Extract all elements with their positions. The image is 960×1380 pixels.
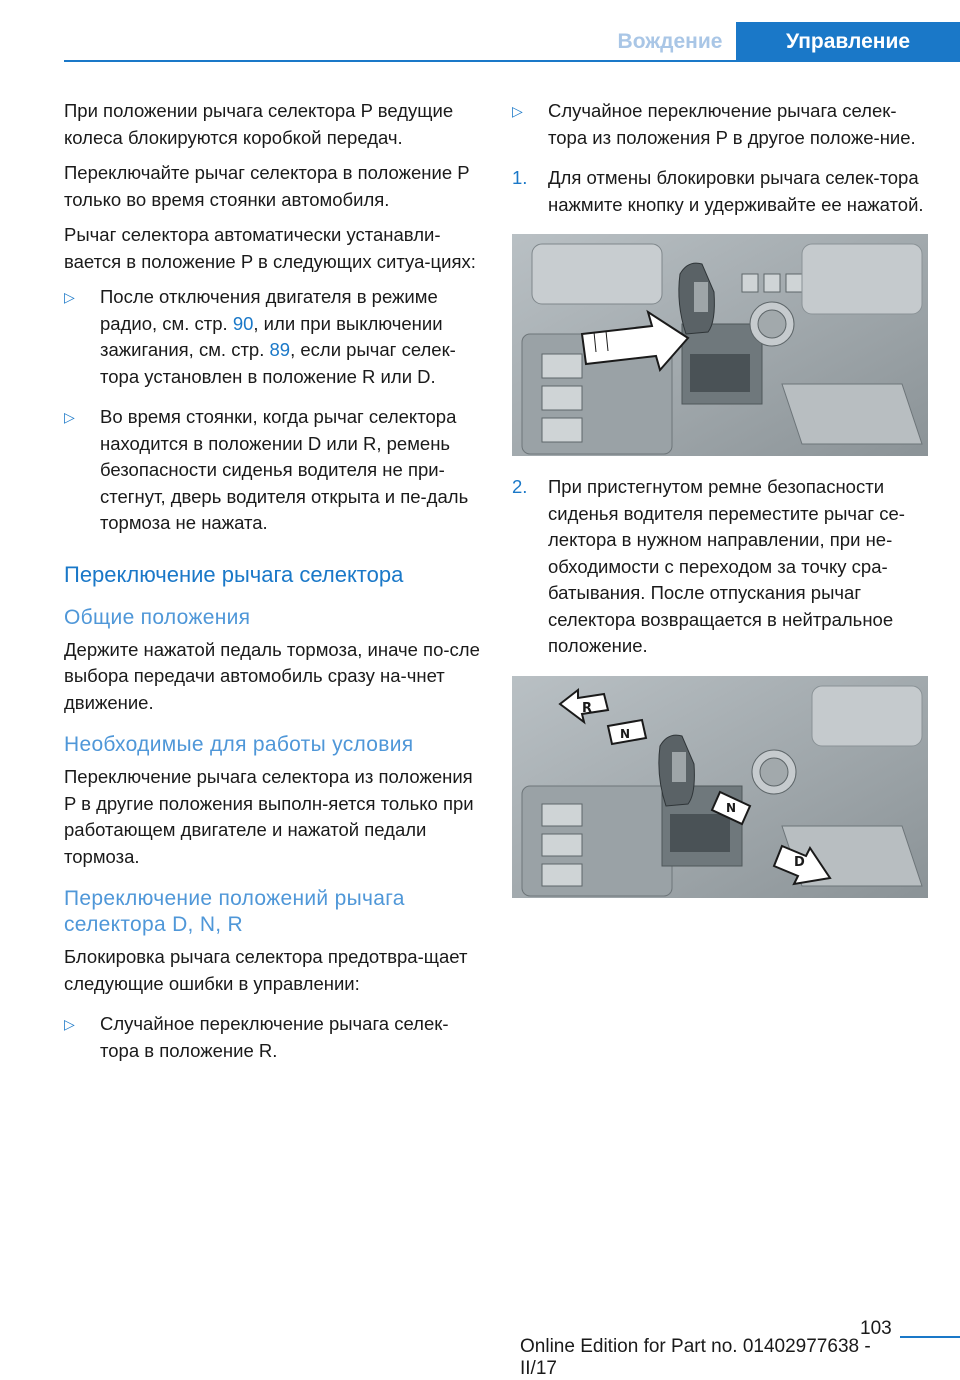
step-number: 1. <box>512 167 528 188</box>
list-item-text-part: После отключения двигателя в режиме радио, см. стр. <box>100 286 438 334</box>
header <box>0 0 960 62</box>
list-item-text-part: , или при выключении зажигания, см. стр. <box>100 312 443 360</box>
list-item <box>512 98 928 151</box>
step-2 <box>512 474 928 660</box>
list-item-text: Во время стоянки, когда рычаг селектора находится в положении D или R, ремень безопасности сиденья водителя не при-стегнут, дверь водителя открыта и пе-даль тормоза не нажата. <box>100 406 469 533</box>
list-item-text <box>100 284 480 390</box>
label-n-down: N <box>726 800 737 815</box>
subheading-general: Общие положения <box>64 605 251 629</box>
left-column <box>64 98 480 1078</box>
bullet-triangle-icon: ▷ <box>64 1016 75 1032</box>
section-heading: Переключение рычага селектора <box>64 561 404 587</box>
list-item <box>64 284 480 390</box>
bullet-triangle-icon: ▷ <box>64 409 75 425</box>
list-item-text: Случайное переключение рычага селек-тора из положения P в другое положе-ние. <box>548 100 916 148</box>
step-text: При пристегнутом ремне безопасности сиденья водителя переместите рычаг се-лектора в нужном направлении, при не-обходимости с переходом за точку сра-батывания. После отпускания рычаг селектора возвращается в нейтральное положение. <box>548 476 905 656</box>
page-number: 103 <box>860 1318 892 1339</box>
bullet-triangle-icon: ▷ <box>512 103 523 119</box>
footer-rule <box>900 1336 960 1338</box>
page-link-89[interactable]: 89 <box>269 339 291 360</box>
list-item <box>64 404 480 537</box>
right-column <box>512 98 928 916</box>
edition-note: Online Edition for Part no. 01402977638 - II/17 <box>520 1336 871 1379</box>
paragraph-dnr: Блокировка рычага селектора предотвра-щает следующие ошибки в управлении: <box>64 946 468 994</box>
paragraph-general: Держите нажатой педаль тормоза, иначе по-сле выбора передачи автомобиль сразу на-чнет движение. <box>64 638 480 713</box>
paragraph-p-only-parked: Переключайте рычаг селектора в положение P только во время стоянки автомобиля. <box>64 162 470 210</box>
gear-lever-unlock-illustration <box>512 234 928 456</box>
list-item-text-part: , если рычаг селек-тора установлен в положение R или D. <box>100 339 456 387</box>
gear-lever-directions-illustration <box>512 676 928 898</box>
list-item-text: Случайное переключение рычага селек-тора в положение R. <box>100 1013 449 1061</box>
header-rule <box>64 60 960 62</box>
label-d: D <box>794 854 805 870</box>
tab-driving[interactable]: Вождение <box>617 30 723 53</box>
bullet-triangle-icon: ▷ <box>64 289 75 305</box>
label-n-up: N <box>620 726 631 741</box>
paragraph-auto-p: Рычаг селектора автоматически устанавли-вается в положение P в следующих ситуа-циях: <box>64 224 476 272</box>
subheading-dnr: Переключение положений рычага селектора D, N, R <box>64 887 405 936</box>
step-1 <box>512 165 928 218</box>
page-link-90[interactable]: 90 <box>232 312 254 334</box>
subheading-conditions: Необходимые для работы условия <box>64 733 414 756</box>
tab-controls[interactable]: Управление <box>736 22 960 62</box>
list-item <box>64 1011 480 1064</box>
step-number: 2. <box>512 476 528 497</box>
label-r: R <box>582 700 593 716</box>
paragraph-p-lock: При положении рычага селектора P ведущие колеса блокируются коробкой передач. <box>64 100 454 148</box>
paragraph-conditions: Переключение рычага селектора из положения P в другие положения выполн-яется только при работающем двигателе и нажатой педали тормоза. <box>64 766 474 867</box>
step-text: Для отмены блокировки рычага селек-тора нажмите кнопку и удерживайте ее нажатой. <box>548 167 924 215</box>
